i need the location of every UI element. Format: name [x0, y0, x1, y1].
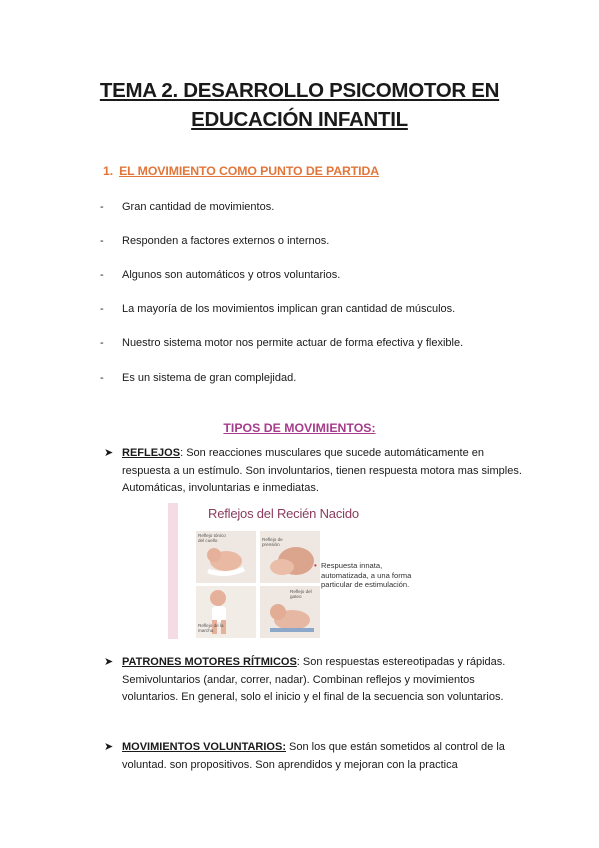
list-item-text: Nuestro sistema motor nos permite actuar de forma efectiva y flexible.	[122, 337, 464, 349]
arrow-bullet-icon: ➤	[104, 741, 114, 753]
page-title	[0, 76, 599, 134]
section-heading-text: EL MOVIMIENTO COMO PUNTO DE PARTIDA	[119, 164, 380, 178]
subheading-tipos: TIPOS DE MOVIMIENTOS:	[223, 421, 376, 435]
paragraph-text: Son los que están sometidos al control de	[286, 741, 494, 753]
paragraph-text: : Son reacciones musculares que sucede automáticamente en	[180, 447, 484, 459]
list-item-text: La mayoría de los movimientos implican gran cantidad de músculos.	[122, 303, 456, 315]
paragraph-text: respuesta a un estímulo. Son involuntarios, tienen respuesta motora mas simples. Automáticas, involuntarias e inmediatas.	[122, 464, 522, 494]
figure-side-bar	[168, 503, 178, 639]
title-line-1: TEMA 2. DESARROLLO PSICOMOTOR EN	[99, 79, 500, 102]
reflexes-figure	[168, 503, 424, 639]
figure-description	[314, 561, 421, 590]
caption-walk: Reflejo de la marcha	[198, 623, 224, 633]
bullet-marker: -	[100, 235, 104, 247]
figure-description-text: Respuesta innata, automatizada, a una forma particular de estimulación.	[321, 561, 412, 589]
caption-crawl: Reflejo del gateo	[290, 589, 312, 599]
title-line-2: EDUCACIÓN INFANTIL	[191, 108, 408, 131]
bullet-marker: -	[100, 372, 104, 384]
figure-title: Reflejos del Recién Nacido	[208, 506, 359, 521]
paragraph-text: : Son respuestas estereotipadas y	[296, 656, 464, 668]
arrow-bullet-icon: ➤	[104, 656, 114, 668]
bullet-dot-icon: •	[314, 561, 317, 570]
list-item-text: Responden a factores externos o internos.	[122, 235, 330, 247]
caption-grasp: Reflejo de prensión	[262, 537, 283, 547]
term-patrones: PATRONES MOTORES RÍTMICOS	[122, 656, 297, 668]
list-item-text: Algunos son automáticos y otros voluntarios.	[122, 269, 341, 281]
caption-tonic-neck: Reflejo tónico del cuello	[198, 533, 226, 543]
paragraph-patrones	[104, 654, 524, 707]
bullet-marker: -	[100, 303, 104, 315]
bullet-marker: -	[100, 201, 104, 213]
paragraph-voluntarios	[104, 739, 524, 774]
section-number: 1.	[103, 164, 114, 178]
bullet-marker: -	[100, 269, 104, 281]
term-voluntarios: MOVIMIENTOS VOLUNTARIOS:	[122, 741, 286, 753]
bullet-marker: -	[100, 337, 104, 349]
paragraph-text: la voluntad. son propositivos. Son aprendidos y mejoran con la practica	[122, 741, 505, 771]
list-item-text: Es un sistema de gran complejidad.	[122, 372, 297, 384]
term-reflejos: REFLEJOS	[122, 447, 181, 459]
arrow-bullet-icon: ➤	[104, 447, 114, 459]
paragraph-reflejos	[104, 445, 524, 498]
paragraph-text: rápidas. Semivoluntarios (andar, correr, nadar). Combinan reflejos y movimientos voluntarios. En general, solo el inicio y el final de la secuencia son voluntarios.	[122, 656, 506, 703]
list-item-text: Gran cantidad de movimientos.	[122, 201, 275, 213]
section-heading	[103, 164, 379, 178]
